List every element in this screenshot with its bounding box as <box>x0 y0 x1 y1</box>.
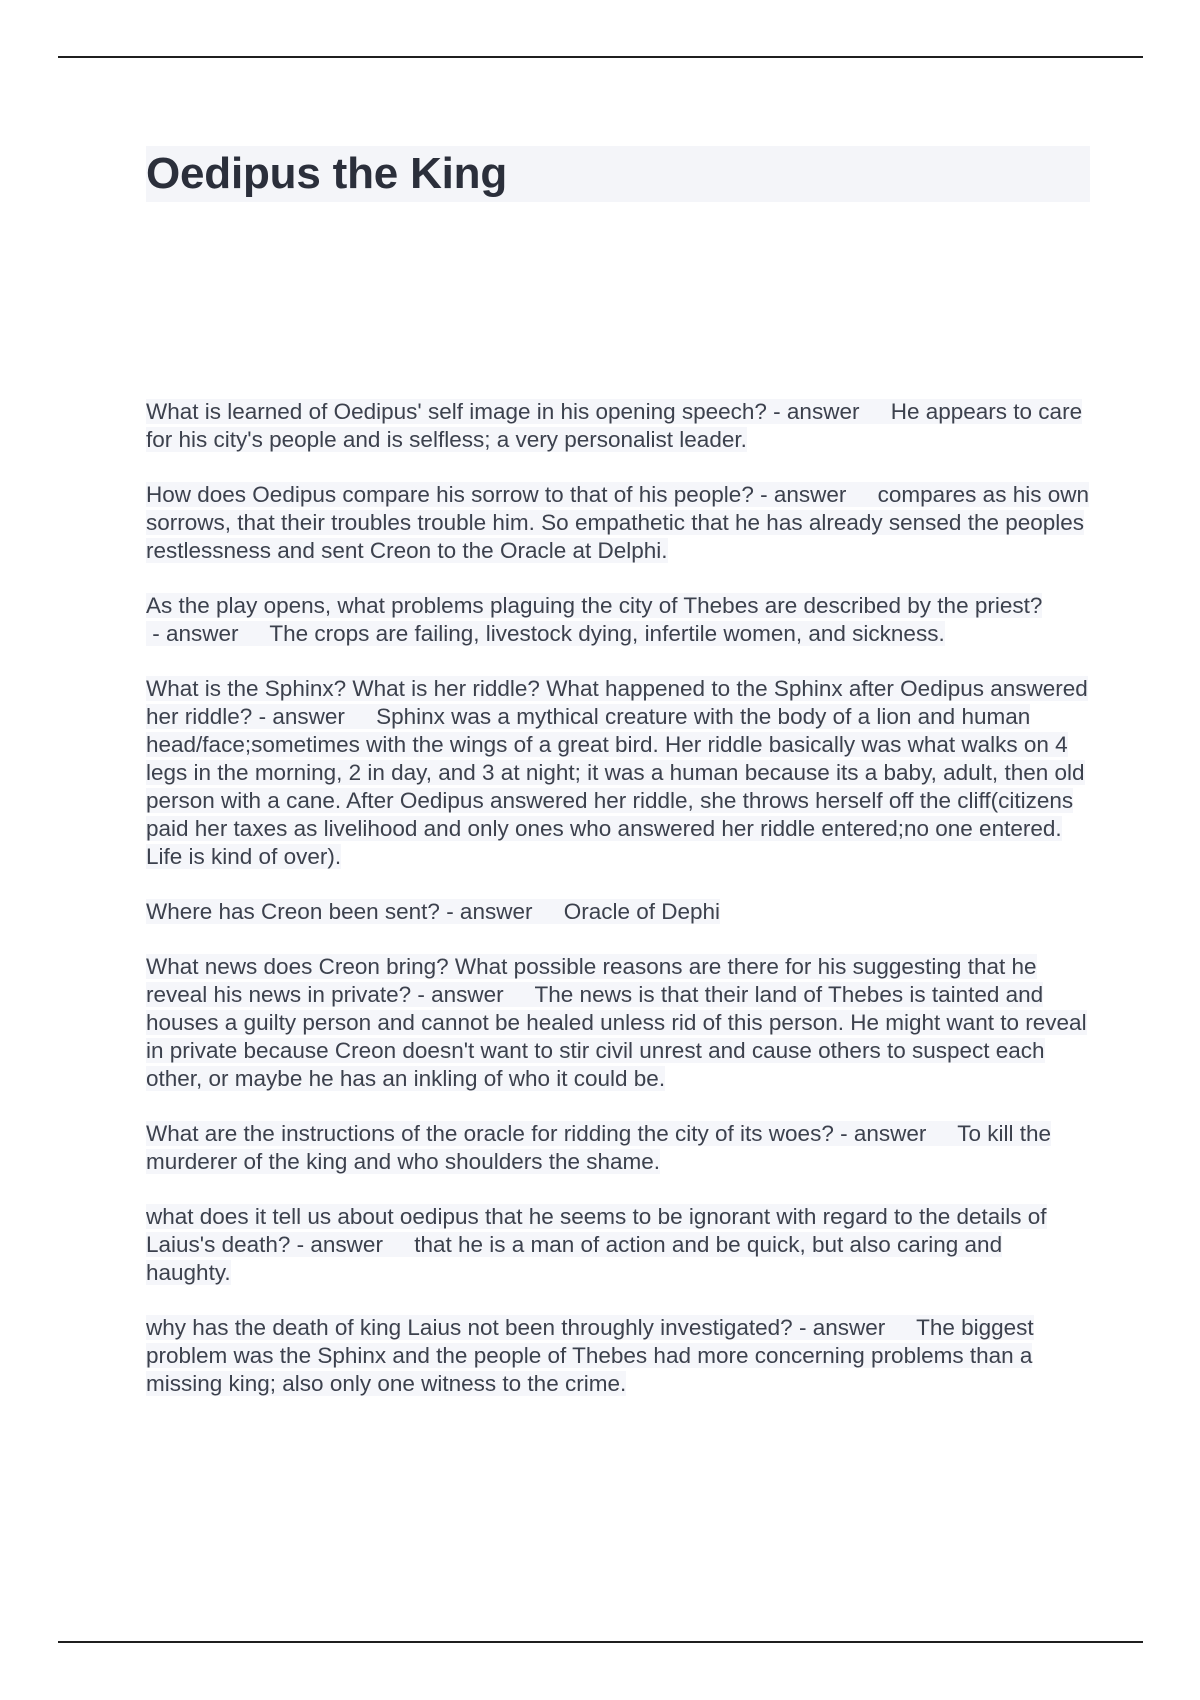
answer-separator: - answer <box>252 704 377 729</box>
qa-item <box>146 398 1090 454</box>
qa-list <box>146 398 1090 1398</box>
qa-item <box>146 1120 1090 1176</box>
answer-separator: - answer <box>439 899 564 924</box>
answer-text: To kill the murderer of the king and who shoulders the shame. <box>146 1121 1052 1174</box>
question-text: Where has Creon been sent? <box>146 899 440 924</box>
answer-separator: - answer <box>753 482 878 507</box>
document-body <box>146 146 1090 1425</box>
qa-item <box>146 1203 1090 1287</box>
bottom-rule <box>58 1641 1143 1643</box>
question-text: What are the instructions of the oracle for ridding the city of its woes? <box>146 1121 834 1146</box>
qa-item <box>146 592 1090 648</box>
page-title: Oedipus the King <box>146 149 508 198</box>
question-text: What news does Creon bring? What possible reasons are there for his suggesting that he reveal his news in private? <box>146 954 1037 1007</box>
question-text: As the play opens, what problems plaguing the city of Thebes are described by the priest? <box>146 593 1043 618</box>
question-text: What is learned of Oedipus' self image in his opening speech? <box>146 399 767 424</box>
qa-item <box>146 953 1090 1093</box>
answer-text: Sphinx was a mythical creature with the body of a lion and human head/face;sometimes with the wings of a great bird. Her riddle basically was what walks on 4 legs in the morning, 2 in day, and 3 at night; it was a human because its a baby, adult, then old person with a cane. After Oedipus answered her riddle, she throws herself off the cliff(citizens paid her taxes as livelihood and only ones who answered her riddle entered;no one entered. Life is kind of over). <box>146 704 1085 869</box>
answer-separator: - answer <box>411 982 535 1007</box>
answer-text: The crops are failing, livestock dying, infertile women, and sickness. <box>269 621 945 646</box>
question-text: why has the death of king Laius not been throughly investigated? <box>146 1315 793 1340</box>
answer-text: compares as his own sorrows, that their troubles trouble him. So empathetic that he has already sensed the peoples restlessness and sent Creon to the Oracle at Delphi. <box>146 482 1089 563</box>
qa-item <box>146 898 1090 926</box>
answer-text: Oracle of Dephi <box>563 899 721 924</box>
question-text: what does it tell us about oedipus that he seems to be ignorant with regard to the details of Laius's death? <box>146 1204 1047 1257</box>
answer-text: He appears to care for his city's people and is selfless; a very personalist leader. <box>146 399 1083 452</box>
qa-item <box>146 1314 1090 1398</box>
top-rule <box>58 56 1143 58</box>
question-text: What is the Sphinx? What is her riddle? What happened to the Sphinx after Oedipus answered her riddle? <box>146 676 1088 729</box>
answer-separator: - answer <box>766 399 891 424</box>
qa-item <box>146 675 1090 871</box>
answer-separator: - answer <box>146 621 270 646</box>
question-text: How does Oedipus compare his sorrow to that of his people? <box>146 482 754 507</box>
answer-separator: - answer <box>792 1315 917 1340</box>
qa-item <box>146 481 1090 565</box>
answer-separator: - answer <box>290 1232 415 1257</box>
answer-text: that he is a man of action and be quick, but also caring and haughty. <box>146 1232 1003 1285</box>
answer-separator: - answer <box>833 1121 958 1146</box>
title-banner <box>146 146 1090 202</box>
answer-text: The biggest problem was the Sphinx and the people of Thebes had more concerning problems than a missing king; also only one witness to the crime. <box>146 1315 1034 1396</box>
answer-text: The news is that their land of Thebes is tainted and houses a guilty person and cannot be healed unless rid of this person. He might want to reveal in private because Creon doesn't want to stir civil unrest and cause others to suspect each other, or maybe he has an inkling of who it could be. <box>146 982 1087 1091</box>
